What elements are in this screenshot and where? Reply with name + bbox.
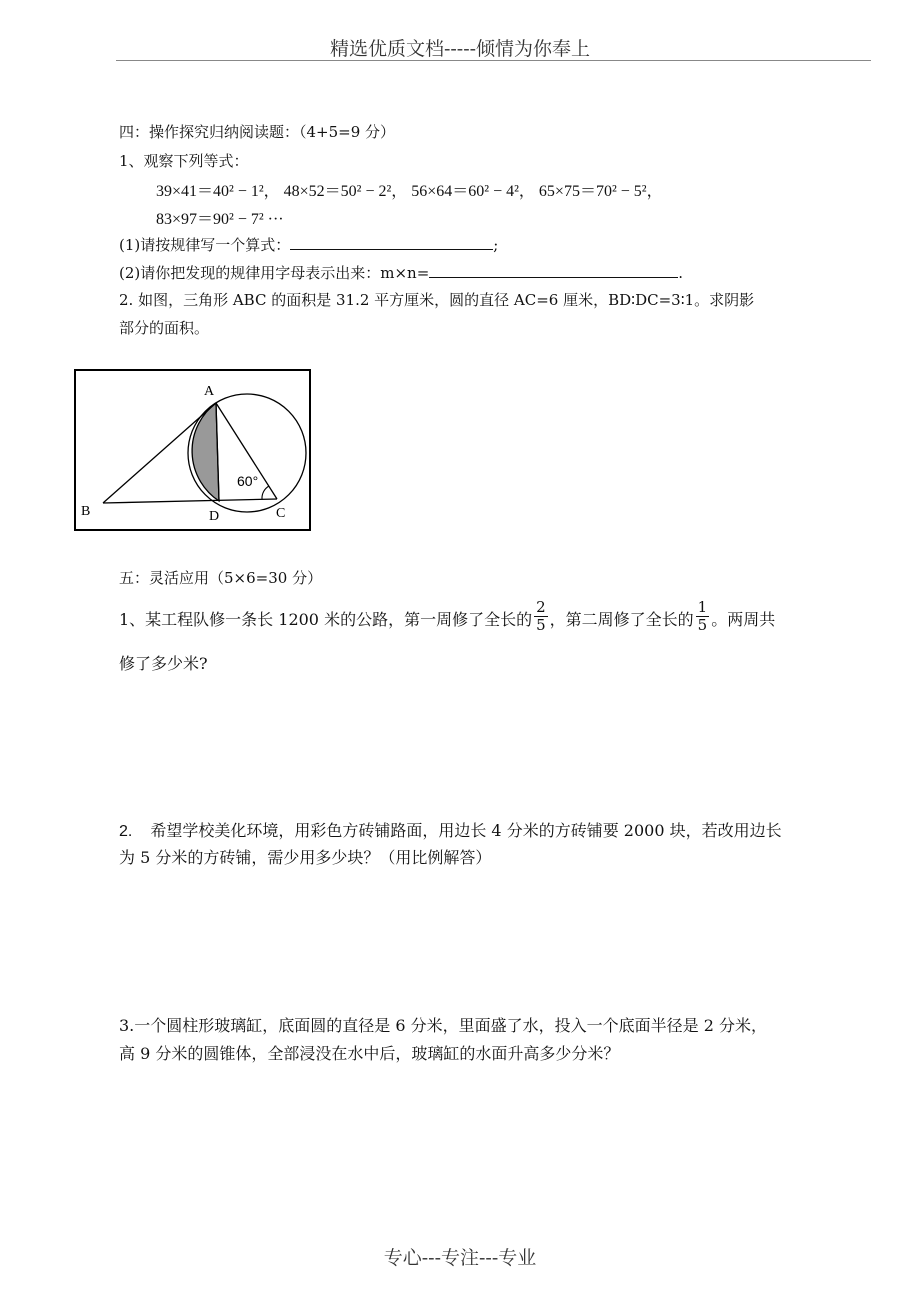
s5-q1-text-a: 1、某工程队修一条长 1200 米的公路，第一周修了全长的 — [119, 609, 533, 629]
s5-q1-line-1 — [119, 598, 775, 638]
header-rule — [116, 60, 871, 61]
fraction-one-fifth — [696, 599, 710, 634]
s5-q2-line-1 — [119, 818, 782, 841]
page-footer: 专心---专注---专业 — [383, 1247, 537, 1269]
s5-q3-line-2: 高 9 分米的圆锥体，全部浸没在水中后，玻璃缸的水面升高多少分米？ — [119, 1044, 620, 1063]
q1-part2-end: . — [678, 264, 684, 282]
q1-part2 — [119, 262, 683, 283]
q1-part1 — [119, 234, 498, 255]
section5-heading: 五：灵活应用（5×6=30 分） — [119, 569, 323, 587]
section4-q1-intro: 1、观察下列等式： — [119, 152, 249, 170]
label-a: A — [204, 384, 215, 399]
fraction-two-fifths — [534, 599, 548, 634]
segment-bc — [103, 499, 277, 503]
s5-q2-line-2: 为 5 分米的方砖铺，需少用多少块？（用比例解答） — [119, 848, 492, 867]
s5-q2-number: 2. — [119, 823, 133, 840]
equation-line-2: 83×97＝90² − 7² ··· — [156, 211, 284, 228]
geometry-diagram — [76, 371, 309, 529]
fraction-denominator: 5 — [697, 615, 708, 634]
page-header-title: 精选优质文档-----倾情为你奉上 — [329, 38, 591, 60]
fraction-denominator: 5 — [536, 615, 546, 634]
geometry-figure — [74, 369, 311, 531]
fraction-numerator: 1 — [697, 597, 708, 616]
shaded-segment — [192, 403, 219, 501]
q2-text-line-2: 部分的面积。 — [119, 319, 210, 337]
section4-heading: 四：操作探究归纳阅读题：（4+5=9 分） — [119, 123, 396, 141]
equation-line-1: 39×41＝40² − 1²， 48×52＝50² − 2²， 56×64＝60² − 4²， 65×75＝70² − 5²， — [156, 183, 663, 200]
q1-part1-answer-blank[interactable] — [290, 235, 493, 250]
angle-arc — [262, 486, 269, 499]
q1-part2-label: (2)请你把发现的规律用字母表示出来：m×n= — [119, 264, 430, 282]
q1-part1-label: (1)请按规律写一个算式： — [119, 236, 291, 254]
label-c: C — [276, 506, 286, 521]
label-d: D — [209, 509, 220, 524]
q1-part1-end: ; — [493, 236, 499, 254]
label-b: B — [81, 504, 91, 519]
s5-q1-text-b: ，第二周修了全长的 — [549, 609, 694, 629]
s5-q3-line-1: 3.一个圆柱形玻璃缸，底面圆的直径是 6 分米，里面盛了水，投入一个底面半径是 2 分米， — [119, 1016, 767, 1035]
q2-text-line-1: 2. 如图，三角形 ABC 的面积是 31.2 平方厘米，圆的直径 AC=6 厘米，BD∶DC=3∶1。求阴影 — [119, 291, 755, 309]
fraction-numerator: 2 — [536, 597, 546, 616]
s5-q1-text-c: 。两周共 — [711, 609, 776, 629]
angle-label: 60° — [237, 473, 259, 489]
s5-q2-text-1: 希望学校美化环境，用彩色方砖铺路面，用边长 4 分米的方砖铺要 2000 块，若改用边长 — [150, 821, 782, 840]
s5-q1-line-2: 修了多少米? — [119, 654, 208, 673]
q1-part2-answer-blank[interactable] — [429, 263, 678, 278]
